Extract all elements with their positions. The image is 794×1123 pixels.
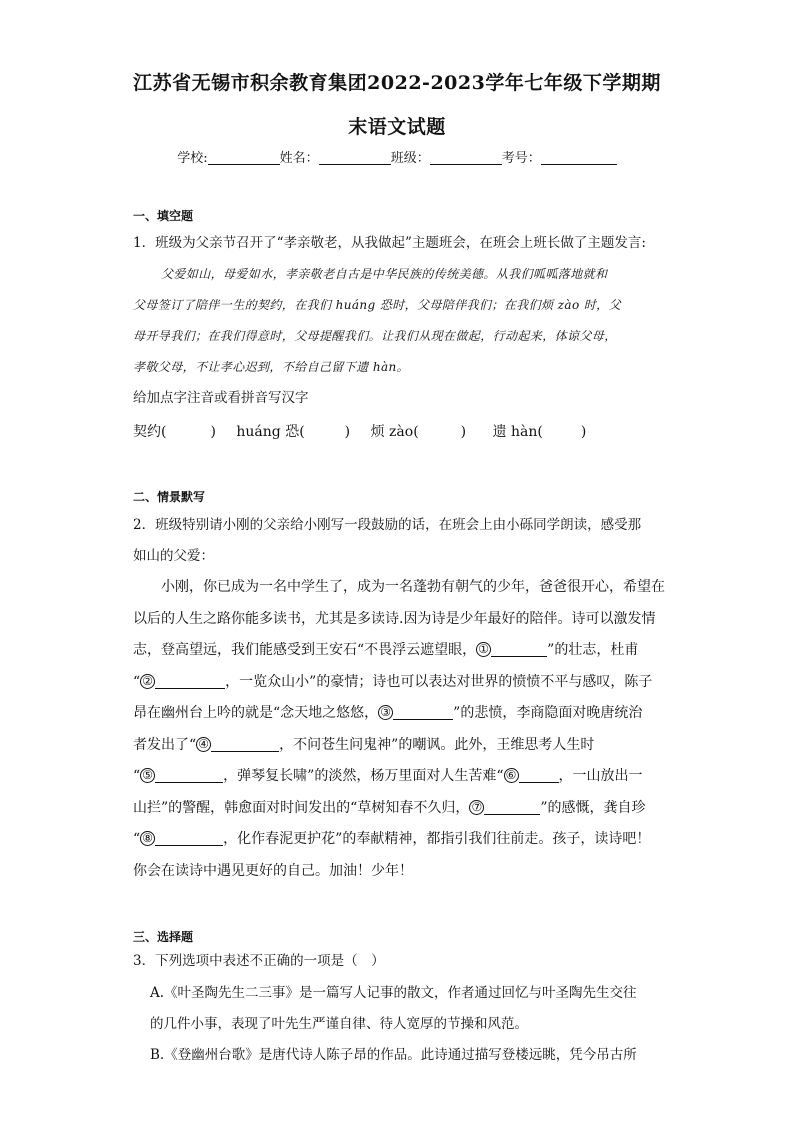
blank-2[interactable] xyxy=(155,673,225,689)
option-a-line-2: 的几件小事，表现了叶先生严谨自律、待人宽厚的节操和风范。 xyxy=(150,1016,528,1032)
blank-number-3: ③ xyxy=(378,705,393,720)
letter-line-3: 志，登高望远，我们能感受到王安石“不畏浮云遮望眼， ① ”的壮志，杜甫 xyxy=(133,642,639,658)
section-heading-recitation: 二、情景默写 xyxy=(133,490,206,504)
exam-title-line1: 江苏省无锡市积余教育集团2022-2023学年七年级下学期期 xyxy=(133,72,661,94)
blank-6[interactable] xyxy=(519,767,559,783)
letter-paragraph xyxy=(133,572,663,887)
letter-line-10: 你会在读诗中遇见更好的自己。加油！少年！ xyxy=(133,862,413,879)
letter-line-2: 以后的人生之路你能多读书，尤其是多读诗.因为诗是少年最好的陪伴。诗可以激发情 xyxy=(133,610,656,627)
blank-number-1: ① xyxy=(476,642,491,657)
speech-line-3: 母开导我们；在我们得意时，父母提醒我们。让我们从现在做起，行动起来，体谅父母， xyxy=(133,329,617,343)
answer-item-2: huáng 恐( xyxy=(236,424,305,440)
class-label: 班级： xyxy=(390,151,430,166)
name-blank[interactable] xyxy=(319,150,391,165)
letter-line-9: “ ⑧ ，化作春泥更护花”的奉献精神，都指引我们往前走。孩子，读诗吧！ xyxy=(133,831,651,847)
close-paren: ) xyxy=(580,424,587,440)
question-3-stem: 3．下列选项中表述不正确的一项是（ ） xyxy=(133,953,385,969)
answer-item-3: 烦 zào( xyxy=(370,424,419,440)
blank-7[interactable] xyxy=(484,799,540,815)
speech-line-4: 孝敬父母，不让孝心迟到，不给自己留下遗 hàn。 xyxy=(133,360,410,374)
option-a-line-1[interactable]: A.《叶圣陶先生二三事》是一篇写人记事的散文，作者通过回忆与叶圣陶先生交往 xyxy=(150,985,637,1001)
blank-number-6: ⑥ xyxy=(504,768,519,783)
answer-item-1: 契约( xyxy=(133,424,167,440)
blank-5[interactable] xyxy=(155,767,223,783)
letter-line-5: 昂在幽州台上吟的就是“念天地之悠悠， ③ ”的悲愤，李商隐面对晚唐统治 xyxy=(133,705,643,721)
class-blank[interactable] xyxy=(430,150,502,165)
letter-line-6: 者发出了“ ④ ，不问苍生问鬼神”的嘲讽。此外，王维思考人生时 xyxy=(133,736,595,753)
blank-number-4: ④ xyxy=(196,737,211,752)
blank-number-7: ⑦ xyxy=(469,800,484,815)
blank-number-2: ② xyxy=(140,674,155,689)
letter-line-8: 山拦”的警醒，韩愈面对时间发出的“草树知春不久归， ⑦ ”的感慨，龚自珍 xyxy=(133,799,646,816)
letter-line-7: “ ⑤ ，弹琴复长啸”的淡然，杨万里面对人生苦难“ ⑥ ，一山放出一 xyxy=(133,768,643,784)
blank-number-5: ⑤ xyxy=(140,768,155,783)
blank-number-8: ⑧ xyxy=(140,831,155,846)
student-info-row xyxy=(0,147,794,166)
blank-1[interactable] xyxy=(491,641,547,657)
close-paren: ) xyxy=(344,424,351,440)
section-heading-multiple-choice: 三、选择题 xyxy=(133,930,194,944)
speech-line-1: 父爱如山，母爱如水，孝亲敬老自古是中华民族的传统美德。从我们呱呱落地就和 xyxy=(161,267,608,281)
letter-line-4: “ ② ，一览众山小”的豪情；诗也可以表达对世界的愤愤不平与感叹，陈子 xyxy=(133,673,653,690)
blank-8[interactable] xyxy=(155,830,223,846)
question-1-stem: 1．班级为父亲节召开了“孝亲敬老，从我做起”主题班会，在班会上班长做了主题发言: xyxy=(133,235,646,251)
answer-item-4: 遗 hàn( xyxy=(492,424,543,440)
exam-title-line2: 末语文试题 xyxy=(348,116,446,138)
option-b-line-1[interactable]: B.《登幽州台歌》是唐代诗人陈子昂的作品。此诗通过描写登楼远眺，凭今吊古所 xyxy=(150,1047,637,1063)
close-paren: ) xyxy=(460,424,467,440)
blank-3[interactable] xyxy=(393,704,453,720)
school-blank[interactable] xyxy=(208,150,280,165)
blank-4[interactable] xyxy=(211,736,279,752)
exam-number-blank[interactable] xyxy=(541,150,617,165)
name-label: 姓名： xyxy=(279,151,319,166)
letter-line-1: 小刚，你已成为一名中学生了，成为一名蓬勃有朝气的少年，爸爸很开心，希望在 xyxy=(161,579,665,595)
question-2-line-1: 2．班级特别请小刚的父亲给小刚写一段鼓励的话，在班会上由小砾同学朗读，感受那 xyxy=(133,517,642,533)
question-2-line-2: 如山的父爱： xyxy=(133,548,214,564)
pinyin-answer-row xyxy=(133,421,586,441)
speech-line-2: 父母签订了陪伴一生的契约，在我们 huáng 恐时，父母陪伴我们；在我们烦 zào 时，父 xyxy=(133,298,621,312)
school-label: 学校: xyxy=(177,151,208,166)
instruction-text: 给加点字注音或看拼音写汉字 xyxy=(133,390,309,406)
close-paren: ) xyxy=(210,424,216,440)
section-heading-fill-in: 一、填空题 xyxy=(133,209,194,223)
exam-number-label: 考号： xyxy=(501,151,541,166)
